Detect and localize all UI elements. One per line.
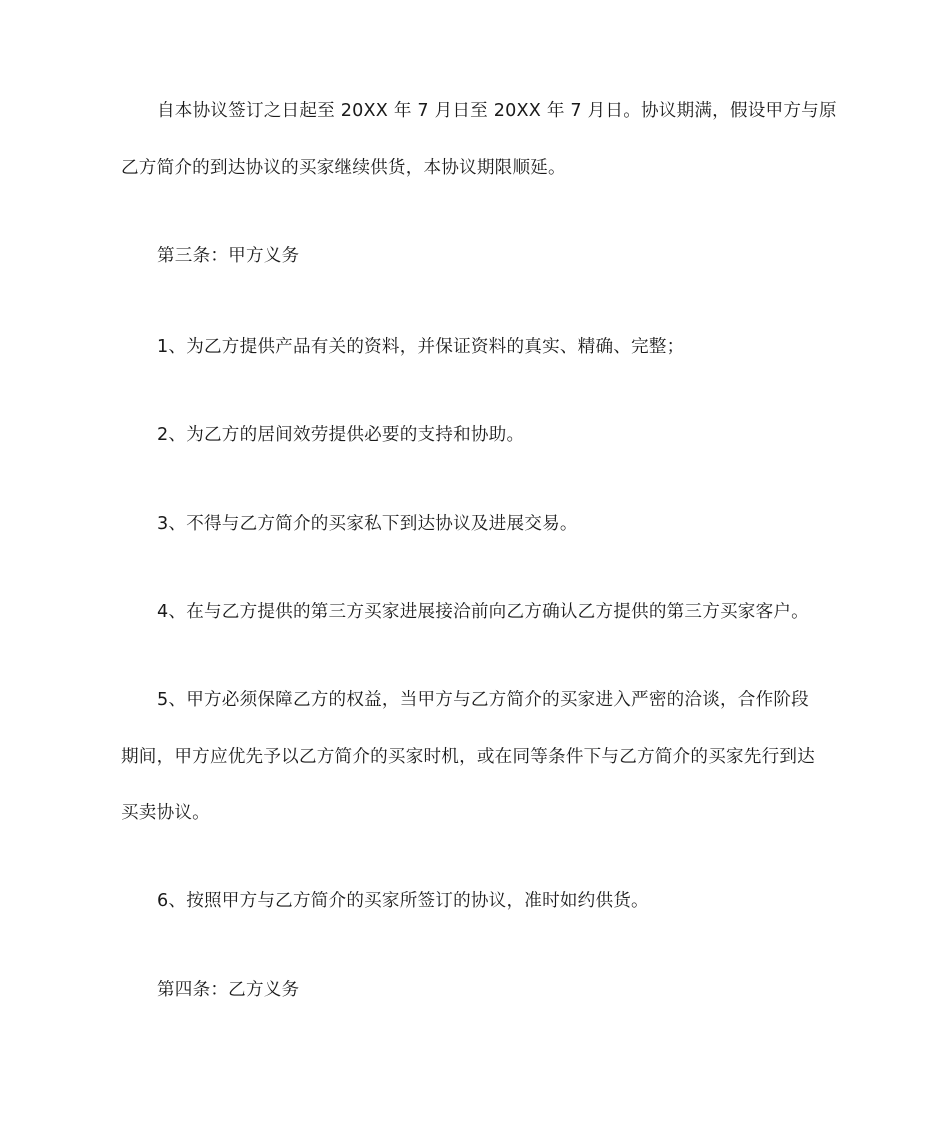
article-three-heading: 第三条：甲方义务 (157, 246, 300, 266)
clause-term-line-1: 自本协议签订之日起至 20XX 年 7 月日至 20XX 年 7 月日。协议期满，假设甲方与原 (157, 101, 837, 121)
article-four-heading: 第四条：乙方义务 (157, 980, 300, 1000)
party-a-duty-2: 2、为乙方的居间效劳提供必要的支持和协助。 (157, 425, 525, 445)
party-a-duty-5-line-2: 期间，甲方应优先予以乙方简介的买家时机，或在同等条件下与乙方简介的买家先行到达 (121, 747, 815, 767)
party-a-duty-3: 3、不得与乙方简介的买家私下到达协议及进展交易。 (157, 514, 578, 534)
clause-term-line-2: 乙方简介的到达协议的买家继续供货，本协议期限顺延。 (121, 158, 566, 178)
party-a-duty-4: 4、在与乙方提供的第三方买家进展接洽前向乙方确认乙方提供的第三方买家客户。 (157, 602, 809, 622)
party-a-duty-6: 6、按照甲方与乙方简介的买家所签订的协议，准时如约供货。 (157, 891, 649, 911)
party-a-duty-1: 1、为乙方提供产品有关的资料，并保证资料的真实、精确、完整； (157, 337, 685, 357)
party-a-duty-5-line-3: 买卖协议。 (121, 803, 210, 823)
party-a-duty-5-line-1: 5、甲方必须保障乙方的权益，当甲方与乙方简介的买家进入严密的洽谈，合作阶段 (157, 690, 809, 710)
